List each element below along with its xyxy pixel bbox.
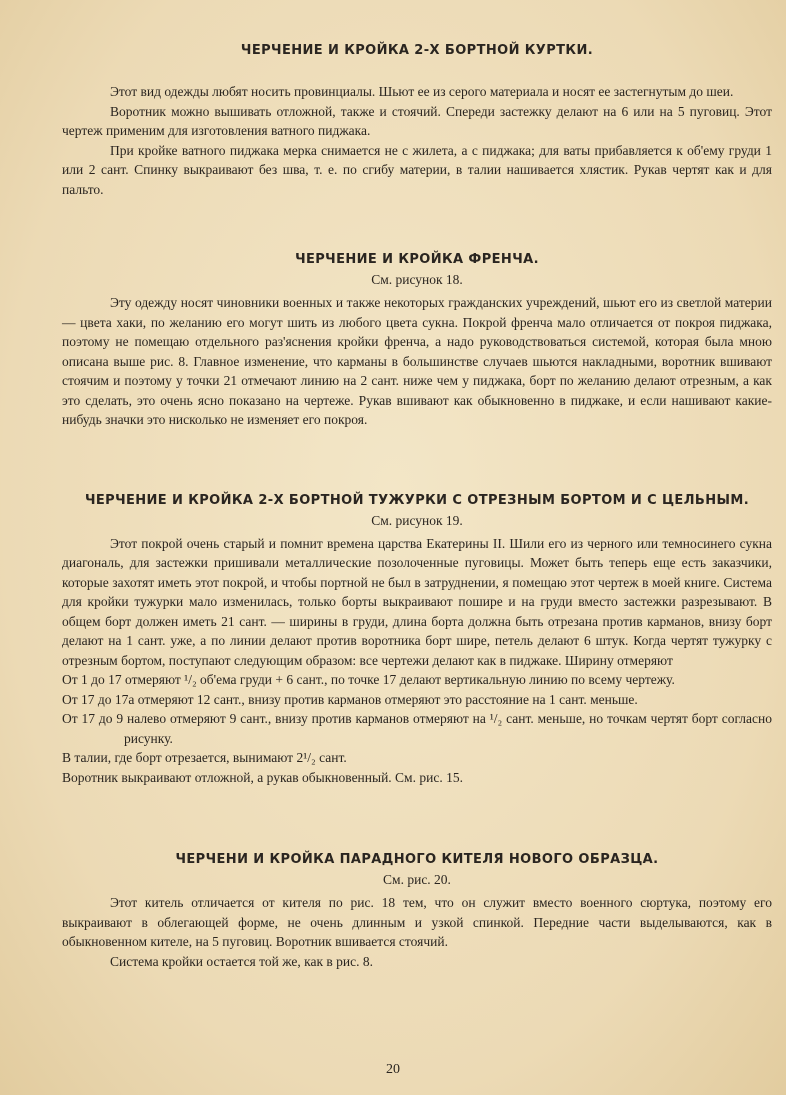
section-french [62,251,772,430]
paragraph: Этот вид одежды любят носить провинциалы. Шьют ее из серого материала и носят ее застегнутым до шеи. [110,84,734,99]
section-figure-ref: См. рисунок 18. [371,272,463,287]
paragraph: Эту одежду носят чиновники военных и также некоторых гражданских учреждений, шьют его из светлой материи — цвета хаки, по желанию его могут шить из любого цвета сукна. Покрой френча мало отличается от покроя пиджака, поэтому не помещаю отдельного раз'яснения кройки френча, а надо руководствоваться системой, которая была мною описана выше рис. 8. Главное изменение, что карманы в большинстве случаев шьются накладными, воротник вшивают стоячим и поэтому у точки 21 отмечают линию на 2 сант. ниже чем у пиджака, борт по желанию делают отрезным, а как это сделать, это очень ясно показано на чертеже. Рукав вшивают как обыкновенно в пиджаке, и если нашивают какие-нибудь значки это нисколько не изменяет его покроя. [62,295,772,427]
instruction-line: От 17 до 9 налево отмеряют 9 сант., внизу против карманов отмеряют на ¹/₂ сант. меньше, но точкам чертят борт согласно рисунку. [62,711,772,746]
paragraph: При кройке ватного пиджака мерка снимается не с жилета, а с пиджака; для ваты прибавляется к об'ему груди 1 или 2 сант. Спинку выкраивают без шва, т. е. по сгибу материи, в талии нашивается хлястик. Рукав чертят как и для пальто. [62,142,772,197]
instruction-line: Воротник выкраивают отложной, а рукав обыкновенный. См. рис. 15. [62,769,463,785]
section-figure-ref: См. рисунок 19. [371,512,463,528]
section-jacket [62,42,772,199]
paragraph: Этот китель отличается от кителя по рис. 18 тем, что он служит вместо военного сюртука, поэтому его выкраивают в облегающей форме, не очень длинным и узкой спинкой. Передние части выделываются, как в обыкновенном кителе, на 5 пуговиц. Воротник вшивается стоячий. [62,895,772,949]
instruction-line: В талии, где борт отрезается, вынимают 2¹/₂ сант. [62,750,347,765]
section-tuzhurka [62,492,772,788]
instruction-line: От 1 до 17 отмеряют ¹/₂ об'ема груди + 6 сант., по точке 17 делают вертикальную линию по всему чертежу. [62,672,675,687]
page-number: 20 [386,1062,400,1077]
paragraph: Система кройки остается той же, как в рис. 8. [110,953,373,969]
section-title: ЧЕРЧЕНИЕ И КРОЙКА ФРЕНЧА. [295,252,539,267]
paragraph: Этот покрой очень старый и помнит времена царства Екатерины II. Шили его из черного или темносинего сукна диагональ, для застежки пришивали металлические позолоченные пуговицы. Может быть теперь еще есть заказчики, которые захотят иметь этот покрой, и чтобы портной не был в затруднении, я помещаю этот чертеж в моей книге. Система для кройки тужурки мало изменилась, только борты выкраивают пошире и на груди вместо застежки разрезывают. В общем борт должен иметь 21 сант. — ширины в груди, длина борта должна быть отрезана против карманов, внизу борт делают на 1 сант. уже, а по линии делают против воротника борт шире, петель делают 6 штук. Когда чертят тужурку с отрезным бортом, поступают следующим образом: все чертежи делают как в пиджаке. Ширину отмеряют [62,535,772,668]
section-kitel [62,851,772,971]
paragraph: Воротник можно вышивать отложной, также и стоячий. Спереди застежку делают на 6 или на 5 пуговиц. Этот чертеж применим для изготовления ватного пиджака. [62,103,772,138]
section-title: ЧЕРЧЕНИЕ И КРОЙКА 2-Х БОРТНОЙ ТУЖУРКИ С ОТРЕЗНЫМ БОРТОМ И С ЦЕЛЬНЫМ. [84,492,750,508]
section-title: ЧЕРЧЕНИ И КРОЙКА ПАРАДНОГО КИТЕЛЯ НОВОГО ОБРАЗЦА. [175,852,659,867]
instruction-line: От 17 до 17а отмеряют 12 сант., внизу против карманов отмеряют это расстояние на 1 сант. меньше. [62,691,638,707]
section-title: ЧЕРЧЕНИЕ И КРОЙКА 2-Х БОРТНОЙ КУРТКИ. [240,43,594,58]
section-figure-ref: См. рис. 20. [383,872,451,887]
